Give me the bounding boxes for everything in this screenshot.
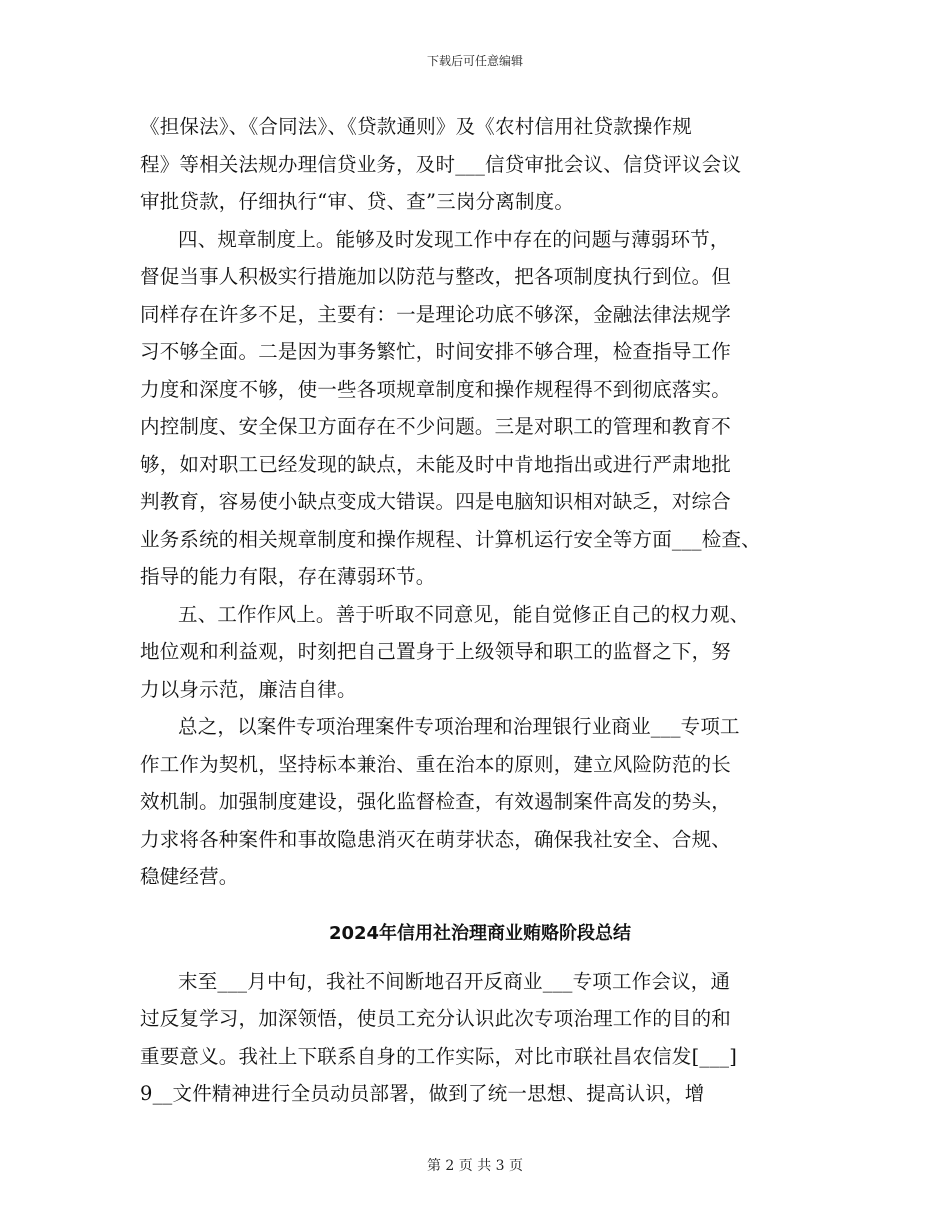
text-line: 作工作为契机，坚持标本兼治、重在治本的原则，建立风险防范的长: [140, 752, 732, 776]
text-line: 重要意义。我社上下联系自身的工作实际，对比市联社昌农信发[___]: [140, 1044, 738, 1068]
text-line: 督促当事人积极实行措施加以防范与整改，把各项制度执行到位。但: [140, 265, 732, 288]
text-line: 同样存在许多不足，主要有：一是理论功底不够深，金融法律法规学: [140, 302, 732, 326]
page-header-note: 下载后可任意编辑: [426, 54, 523, 68]
text-line: 够，如对职工已经发现的缺点，未能及时中肯地指出或进行严肃地批: [140, 452, 732, 476]
text-line: 习不够全面。二是因为事务繁忙，时间安排不够合理，检查指导工作: [140, 340, 732, 363]
text-line: 指导的能力有限，存在薄弱环节。: [140, 565, 436, 588]
paragraph-start: 四、规章制度上。能够及时发现工作中存在的问题与薄弱环节，: [178, 227, 730, 251]
text-line: 9__文件精神进行全员动员部署，做到了统一思想、提高认识，增: [140, 1082, 705, 1105]
text-line: 效机制。加强制度建设，强化监督检查，有效遏制案件高发的势头，: [140, 790, 732, 813]
paragraph-start: 总之，以案件专项治理案件专项治理和治理银行业商业___专项工: [178, 715, 740, 738]
text-line: 力度和深度不够，使一些各项规章制度和操作规程得不到彻底落实。: [140, 377, 732, 401]
text-line: 审批贷款，仔细执行“审、贷、查”三岗分离制度。: [140, 190, 575, 213]
text-line: 程》等相关法规办理信贷业务，及时___信贷审批会议、信贷评议会议: [140, 152, 742, 176]
text-line: 内控制度、安全保卫方面存在不少问题。三是对职工的管理和教育不: [140, 415, 732, 438]
text-line: 地位观和利益观，时刻把自己置身于上级领导和职工的监督之下，努: [140, 640, 732, 663]
text-line: 《担保法》、《合同法》、《贷款通则》及《农村信用社贷款操作规: [140, 115, 693, 138]
paragraph-start: 五、工作作风上。善于听取不同意见，能自觉修正自己的权力观、: [178, 602, 750, 626]
text-line: 力求将各种案件和事故隐患消灭在萌芽状态，确保我社安全、合规、: [140, 827, 732, 851]
section-title: 2024年信用社治理商业贿赂阶段总结: [328, 922, 632, 944]
text-line: 业务系统的相关规章制度和操作规程、计算机运行安全等方面___检查、: [140, 527, 761, 551]
document-body: [140, 108, 820, 1113]
text-line: 判教育，容易使小缺点变成大错误。四是电脑知识相对缺乏，对综合: [140, 490, 732, 513]
text-line: 过反复学习，加深领悟，使员工充分认识此次专项治理工作的目的和: [140, 1007, 732, 1030]
text-line: 稳健经营。: [140, 865, 239, 888]
text-line: 力以身示范，廉洁自律。: [140, 677, 357, 701]
page-number: 第 2 页 共 3 页: [426, 1158, 524, 1174]
paragraph-start: 末至___月中旬，我社不间断地召开反商业___专项工作会议，通: [178, 969, 731, 993]
